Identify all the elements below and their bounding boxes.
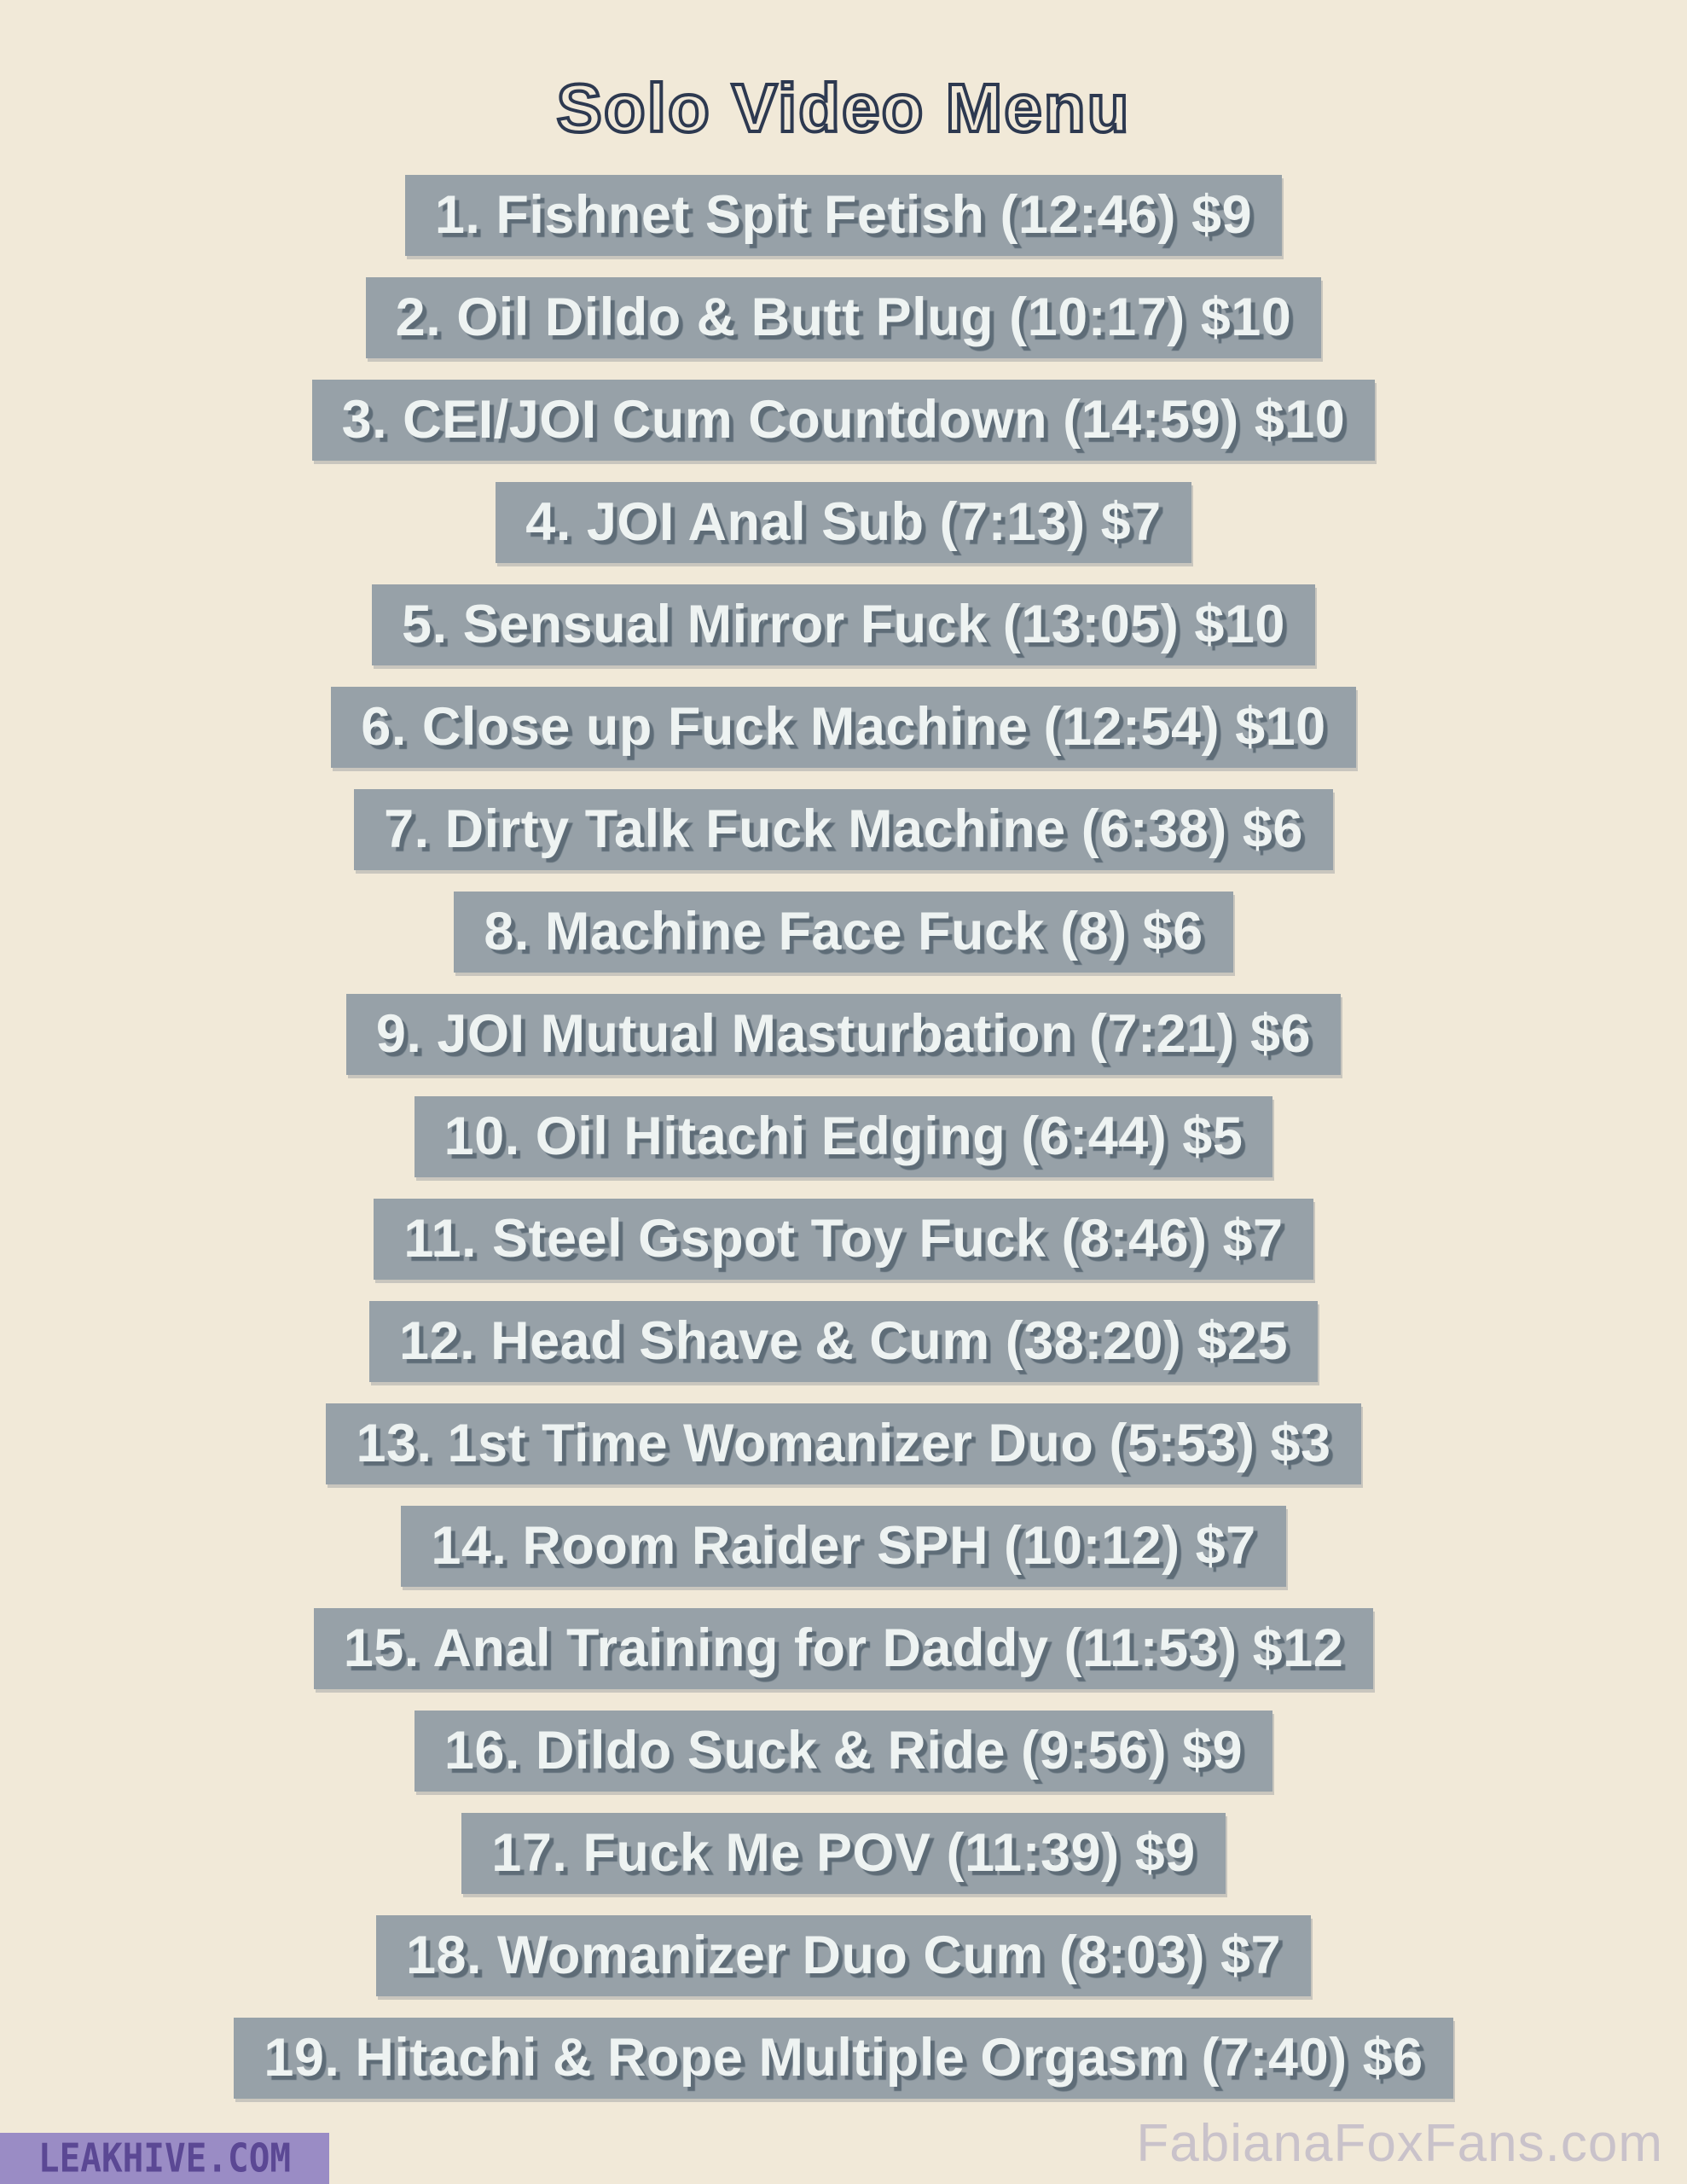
site-watermark-text: FabianaFoxFans.com (1136, 2114, 1663, 2173)
menu-item-label: 15. Anal Training for Daddy (11:53) $12 (343, 1618, 1344, 1679)
menu-item-label: 16. Dildo Suck & Ride (9:56) $9 (443, 1721, 1244, 1781)
menu-item-label: 14. Room Raider SPH (10:12) $7 (431, 1516, 1256, 1577)
menu-item-label: 4. JOI Anal Sub (7:13) $7 (525, 492, 1162, 553)
site-watermark (1136, 2113, 1663, 2174)
leakhive-watermark (0, 2133, 329, 2184)
page-title: Solo Video Menu (556, 70, 1131, 146)
menu-item-label: 3. CEI/JOI Cum Countdown (14:59) $10 (341, 390, 1346, 450)
menu-item-row (346, 994, 1341, 1075)
menu-item-label: 2. Oil Dildo & Butt Plug (10:17) $10 (395, 288, 1292, 348)
menu-item-row (415, 1711, 1272, 1792)
menu-item-label: 12. Head Shave & Cum (38:20) $25 (399, 1311, 1288, 1372)
menu-item-label: 7. Dirty Talk Fuck Machine (6:38) $6 (384, 799, 1303, 860)
menu-item-label: 10. Oil Hitachi Edging (6:44) $5 (443, 1107, 1244, 1167)
menu-item-label: 19. Hitachi & Rope Multiple Orgasm (7:40) $6 (264, 2028, 1423, 2088)
menu-item-label: 6. Close up Fuck Machine (12:54) $10 (361, 697, 1326, 758)
menu-item-row (415, 1096, 1273, 1177)
menu-item-row (405, 175, 1282, 256)
menu-item-row (331, 687, 1355, 768)
menu-item-row (234, 2018, 1452, 2099)
menu-item-row (376, 1915, 1311, 1996)
menu-item-label: 8. Machine Face Fuck (8) $6 (484, 902, 1203, 962)
menu-item-label: 1. Fishnet Spit Fetish (12:46) $9 (434, 185, 1253, 246)
menu-item-row (374, 1199, 1313, 1280)
menu-item-label: 13. 1st Time Womanizer Duo (5:53) $3 (356, 1414, 1331, 1474)
menu-item-label: 9. JOI Mutual Masturbation (7:21) $6 (375, 1004, 1312, 1065)
menu-item-row (312, 380, 1376, 461)
menu-item-label: 18. Womanizer Duo Cum (8:03) $7 (405, 1926, 1282, 1986)
leakhive-watermark-text: LEAKHIVE.COM (38, 2135, 292, 2181)
menu-item-label: 5. Sensual Mirror Fuck (13:05) $10 (402, 595, 1285, 655)
menu-item-row (372, 584, 1315, 665)
menu-item-row (314, 1608, 1374, 1689)
menu-item-label: 11. Steel Gspot Toy Fuck (8:46) $7 (403, 1209, 1284, 1269)
menu-item-row (366, 277, 1322, 358)
menu-item-row (454, 892, 1232, 973)
menu-item-row (496, 482, 1191, 563)
menu-item-row (369, 1301, 1318, 1382)
menu-item-label: 17. Fuck Me POV (11:39) $9 (491, 1823, 1196, 1884)
menu-item-row (326, 1403, 1360, 1484)
menu-item-row (461, 1813, 1225, 1894)
menu-item-row (401, 1506, 1285, 1587)
menu-item-row (354, 789, 1333, 870)
video-menu-list (0, 175, 1687, 2099)
